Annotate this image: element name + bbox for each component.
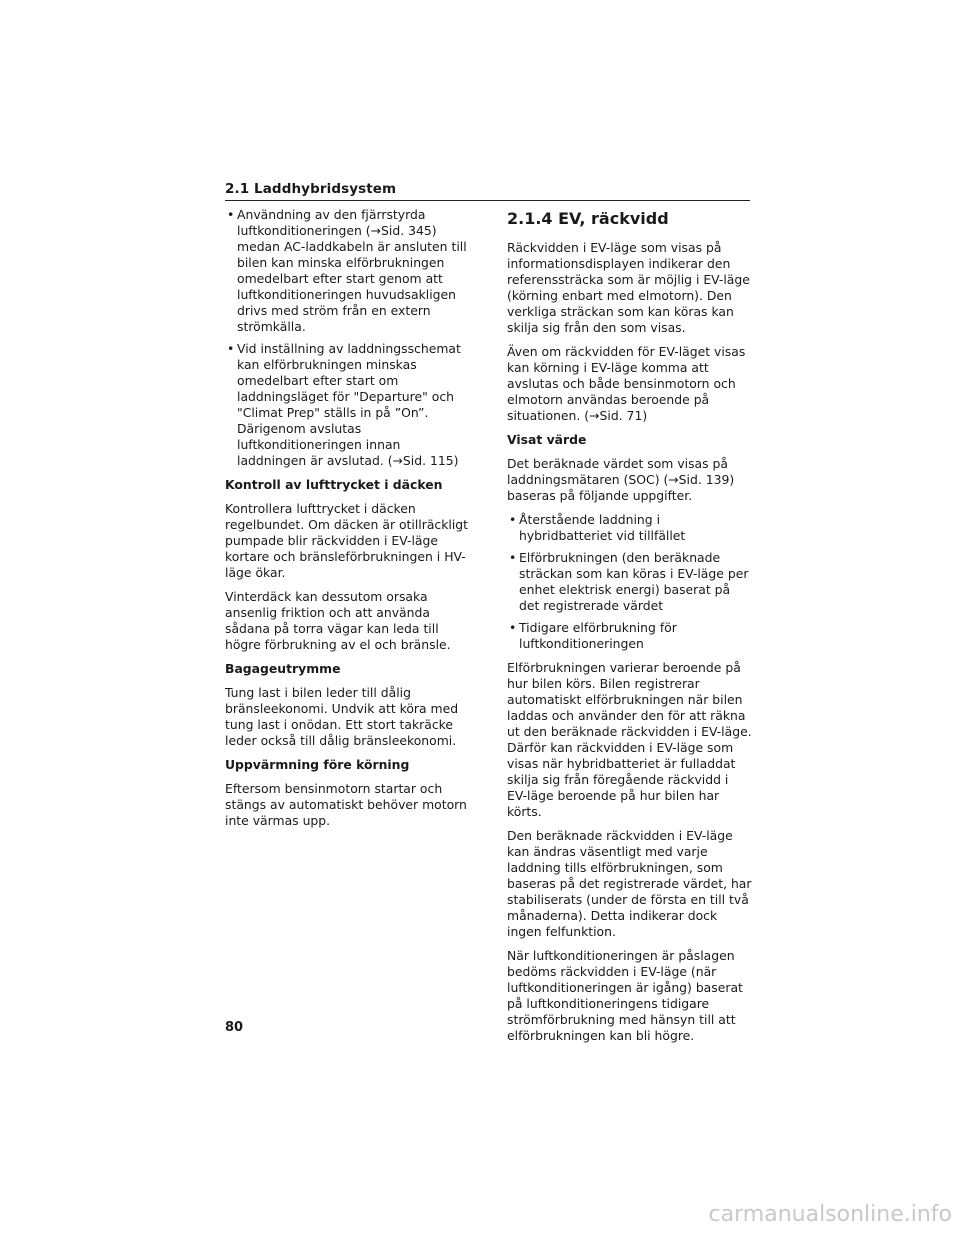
- right-bullet-list: [507, 512, 752, 652]
- list-item: • Vid inställning av laddningsschemat kan elförbrukningen minskas omedelbart efter start om laddningsläget för "Departure" och "Climat Prep" ställs in på ”On”. Därigenom avslutas luftkonditioneringen innan laddningen är avslutad. (→Sid. 115): [225, 341, 470, 469]
- list-item: • Återstående laddning i hybridbatteriet vid tillfället: [507, 512, 752, 544]
- left-column: [225, 207, 470, 837]
- paragraph: Den beräknade räckvidden i EV-läge kan ändras väsentligt med varje laddning tills elförbrukningen, som baseras på det registrerade värdet, har stabiliserats (under de första en till två månaderna). Detta indikerar dock ingen felfunktion.: [507, 828, 752, 939]
- watermark: carmanualsonline.info: [708, 1202, 952, 1227]
- heading-tire-pressure: Kontroll av lufttrycket i däcken: [225, 477, 443, 492]
- section-heading-ev-range: 2.1.4 EV, räckvidd: [507, 209, 669, 228]
- paragraph: Räckvidden i EV-läge som visas på informationsdisplayen indikerar den referenssträcka som är möjlig i EV-läge (körning enbart med elmotorn). Den verkliga sträckan som kan köras kan skilja sig från den som visas.: [507, 240, 750, 335]
- left-bullet-list: [225, 207, 470, 469]
- list-item: • Elförbrukningen (den beräknade sträckan som kan köras i EV-läge per enhet elektrisk energi) baserat på det registrerade värdet: [507, 550, 752, 614]
- heading-preheat: Uppvärmning före körning: [225, 757, 410, 772]
- list-item: • Tidigare elförbrukning för luftkonditioneringen: [507, 620, 752, 652]
- heading-luggage: Bagageutrymme: [225, 661, 341, 676]
- paragraph: Det beräknade värdet som visas på laddningsmätaren (SOC) (→Sid. 139) baseras på följande uppgifter.: [507, 456, 735, 503]
- paragraph: När luftkonditioneringen är påslagen bedöms räckvidden i EV-läge (när luftkonditioneringen är igång) baserat på luftkonditioneringens tidigare strömförbrukning med hänsyn till att elförbrukningen kan bli högre.: [507, 948, 743, 1043]
- section-title: 2.1 Laddhybridsystem: [225, 181, 397, 197]
- page-number: 80: [225, 1020, 244, 1035]
- paragraph: Kontrollera lufttrycket i däcken regelbundet. Om däcken är otillräckligt pumpade blir räckvidden i EV-läge kortare och bränsleförbrukningen i HV-läge ökar.: [225, 501, 469, 580]
- paragraph: Även om räckvidden för EV-läget visas kan körning i EV-läge komma att avslutas och både bensinmotorn och elmotorn användas beroende på situationen. (→Sid. 71): [507, 344, 746, 423]
- section-header: [225, 178, 750, 201]
- paragraph: Elförbrukningen varierar beroende på hur bilen körs. Bilen registrerar automatiskt elförbrukningen när bilen laddas och använder den för att räkna ut den beräknade räckvidden i EV-läge. Därför kan räckvidden i EV-läge som visas när hybridbatteriet är fulladdat skilja sig från föregående räckvidd i EV-läge beroende på hur bilen har körts.: [507, 660, 752, 819]
- right-column: [507, 207, 752, 1052]
- list-item: • Användning av den fjärrstyrda luftkonditioneringen (→Sid. 345) medan AC-laddkabeln är ansluten till bilen kan minska elförbrukningen omedelbart efter start genom att luftkonditioneringen huvudsakligen drivs med ström från en extern strömkälla.: [225, 207, 470, 335]
- paragraph: Vinterdäck kan dessutom orsaka ansenlig friktion och att använda sådana på torra vägar kan leda till högre förbrukning av el och bränsle.: [225, 589, 451, 652]
- paragraph: Tung last i bilen leder till dålig bränsleekonomi. Undvik att köra med tung last i onödan. Ett stort takräcke leder också till dålig bränsleekonomi.: [225, 685, 459, 748]
- heading-shown-value: Visat värde: [507, 432, 587, 447]
- paragraph: Eftersom bensinmotorn startar och stängs av automatiskt behöver motorn inte värmas upp.: [225, 781, 467, 828]
